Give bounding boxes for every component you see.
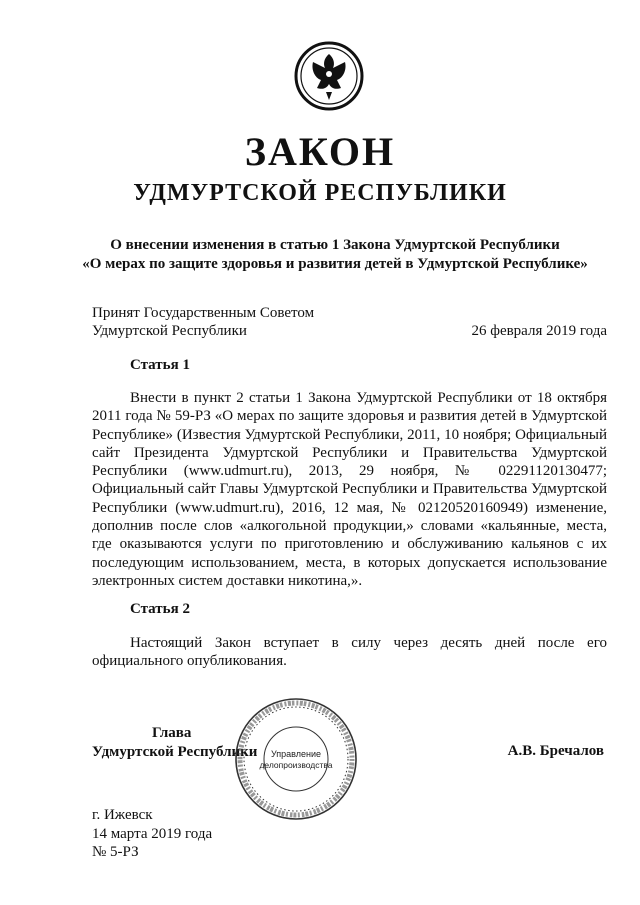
coat-of-arms-icon <box>293 40 365 112</box>
document-subtitle: УДМУРТСКОЙ РЕСПУБЛИКИ <box>133 180 507 206</box>
subject-line-2: «О мерах по защите здоровья и развития детей в Удмуртской Республике» <box>82 256 588 272</box>
article-2-text: Настоящий Закон вступает в силу через десять дней после его официального опубликования. <box>92 635 607 670</box>
stamp-line-2: делопроизводства <box>259 760 333 770</box>
signer-title-line-2: Удмуртской Республики <box>92 744 258 760</box>
signer-title-line-1: Глава <box>152 725 192 741</box>
article-1-heading: Статья 1 <box>130 357 190 373</box>
adopted-by-line-1: Принят Государственным Советом <box>92 305 315 321</box>
adopted-by-line-2: Удмуртской Республики <box>92 323 247 339</box>
stamp-line-1: Управление <box>270 749 322 759</box>
adoption-date: 26 февраля 2019 года <box>471 323 607 339</box>
signing-date: 14 марта 2019 года <box>92 825 213 842</box>
law-subject <box>40 236 630 274</box>
signing-details <box>92 806 212 862</box>
adoption-block <box>92 304 607 340</box>
signing-place: г. Ижевск <box>92 807 153 823</box>
official-stamp <box>232 695 360 823</box>
article-2-heading: Статья 2 <box>130 601 190 617</box>
law-number: № 5-РЗ <box>92 844 139 860</box>
subject-line-1: О внесении изменения в статью 1 Закона Удмуртской Республики <box>110 237 560 253</box>
signer-name: А.В. Бречалов <box>507 743 604 759</box>
document-title: ЗАКОН <box>244 129 396 174</box>
article-1-text: Внести в пункт 2 статьи 1 Закона Удмуртской Республики от 18 октября 2011 года № 59-РЗ «О мерах по защите здоровья и развития детей в Удмуртской Республике» (Известия Удмуртской Республики, 2011, 10 ноября; Официальный сайт Президента Удмуртской Республики и Правительства Удмуртской Республики (www.udmurt.ru), 2013, 29 ноября, № 02291120130477; Официальный сайт Главы Удмуртской Республики и Правительства Удмуртской Республики (www.udmurt.ru), 2016, 12 мая, № 02120520160949) изменение, дополнив после слов «алкогольной продукции,» словами «кальянные, места, где оказываются услуги по приготовлению и обслуживанию кальянов с их последующим использованием, места, в которых допускается использование электронных систем доставки никотина,». <box>92 390 607 589</box>
